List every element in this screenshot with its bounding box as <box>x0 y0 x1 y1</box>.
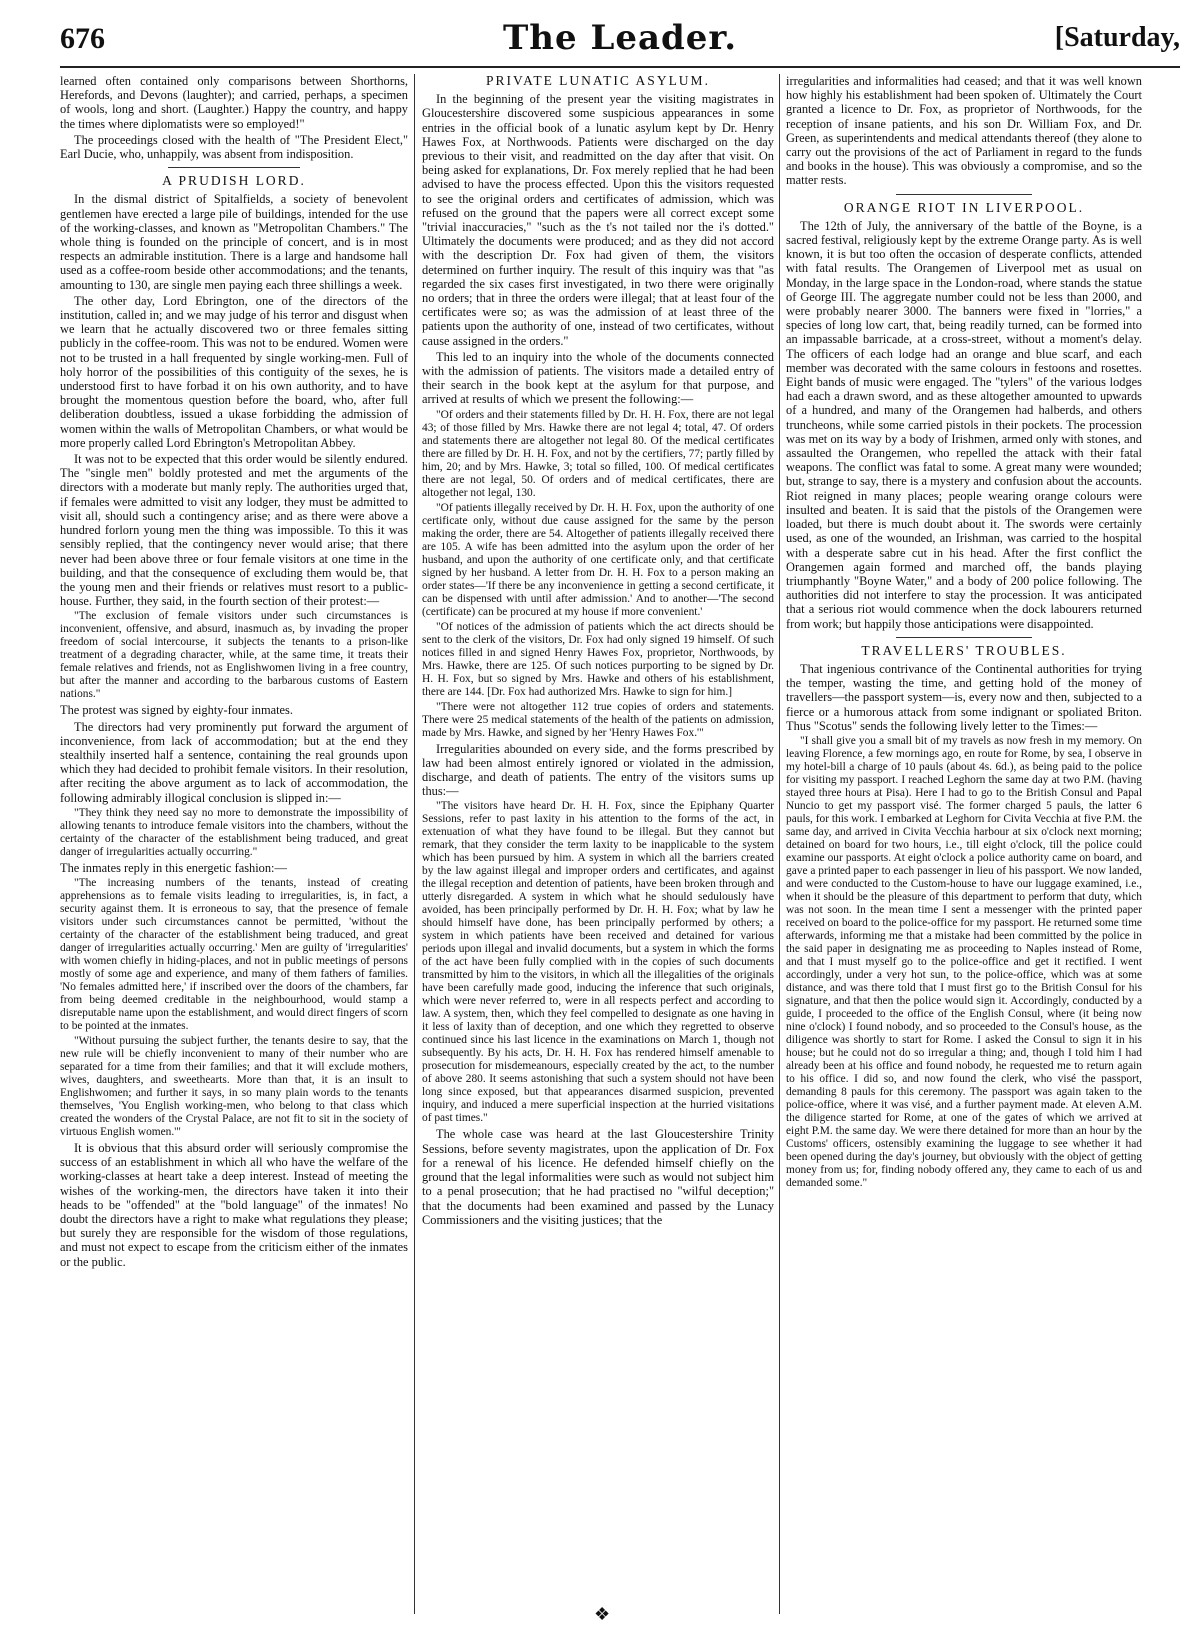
quoted-paragraph: "Of notices of the admission of patients which the act directs should be sent to the clerk of the visitors, Dr. Fox had only signed 19 himself. Of such notices filled in and signed Henry Hawes Fox, proprietor, Northwoods, by Mrs. Hawke, there are 125. Of such notices purporting to be signed by Dr. H. H. Fox, but so signed by Mrs. Hawke and others of his establishment, there are 144. [Dr. Fox had authorized Mrs. Hawke to sign for him.] <box>422 620 774 698</box>
article-paragraph: irregularities and informalities had ceased; and that it was well known how highly his establishment had been spoken of. Ultimately the Court granted a licence to Dr. Fox, as proprietor of Northwoods, for the reception of insane patients, and his son Dr. William Fox, and Dr. Green, as superintendents and medical attendants thereof (they alone to carry out the provisions of the act of Parliament in regard to the funds and books in the house). This was obviously a compromise, and so the matter rests. <box>786 74 1142 188</box>
article-heading-lunatic-asylum: PRIVATE LUNATIC ASYLUM. <box>486 74 710 88</box>
article-paragraph: learned often contained only comparisons between Shorthorns, Herefords, and Devons (laughter); and carried, perhaps, a specimen of wools, long and short. (Laughter.) Happy the country, and happy the times where diplomatists were so employed!" <box>60 74 408 131</box>
quoted-paragraph: "I shall give you a small bit of my travels as now fresh in my memory. On leaving Florence, a few mornings ago, en route for Rome, by sea, I observe in my hotel-bill a charge of 10 pauls (about 4s. 6d.), as being paid to the police for visiting my passport. I reached Leghorn the same day at two P.M. (having stayed three hours at Pisa). Here I had to go to the British Consul and Papal Nuncio to get my passport visé. The former charged 5 pauls, the latter 6 pauls, for this work. I embarked at Leghorn for Civita Vecchia at five P.M. the same day, and arrived in Civita Vecchia harbour at six o'clock next morning; detained on board for two hours, i.e., till eight o'clock, till the police could examine our passports. At eight o'clock a police authority came on board, and gave a printed paper to each passenger in lieu of his passport. We now landed, and were conducted to the Custom-house to have our luggage examined, i.e., when it should be the pleasure of this department to perform that duty, which was not soon. In the mean time I sent a messenger with the printed paper received on board to the police-office for my passport. He returned some time afterwards, informing me that a mistake had been committed by the police in the said paper in designating me as proceeding to Naples instead of Rome, and that I must myself go to the police-office and get it rectified. I went accordingly, under a very hot sun, to the police-office, which was at some distance, and was there told that I must first go to the British Consul for his signature, and that then the police would sign it. Accordingly, conducted by a guide, I proceeded to the office of the English Consul, where (it being now nine o'clock) I found nobody, and so proceeded to the Consul's house, as the diligence was shortly to start for Rome. I asked the Consul to sign it in his house; but he could not do so irregular a thing; and, though I told him I had already been at his office and found nobody, he requested me to return again to his office. I did so, and now found the clerk, who visé the passport, demanding 8 pauls for this ceremony. The passport was again taken to the police-office, where it was visé, and a further payment made. At eleven A.M. the diligence started for Rome, at one of the gates of which we arrived at eight P.M. the same day. We were there detained for more than an hour by the Customs' officers, ostensibly examining the luggage to see whether it had been opened during the day's journey, but obviously with the object of getting money from us; for, finding nobody offered any, they came to each of us and demanded some." <box>786 734 1142 1189</box>
article-paragraph: This led to an inquiry into the whole of the documents connected with the admission of patients. The visitors made a detailed entry of their search in the book kept at the asylum for that purpose, and arrived at results of which we present the following:— <box>422 349 774 407</box>
article-paragraph: The directors had very prominently put forward the argument of inconvenience, from lack of accommodation; but at the end they stealthily inserted half a sentence, containing the real grounds upon which they had decided to prohibit female visitors. In their resolution, after reciting the above argument as to lack of accommodation, the following admirably illogical conclusion is slipped in:— <box>60 719 408 805</box>
quoted-paragraph: "Of patients illegally received by Dr. H. H. Fox, upon the authority of one certificate only, without due cause assigned for the same by the person making the order, there are 54. Altogether of patients illegally received there are 105. A wife has been admitted into the asylum upon the order of her husband, and upon the authority of one certificate only, and that certificate signed by her husband. A letter from Dr. H. H. Fox to a person making an order states—'If there be any inconvenience in getting a second certificate, it can be dispensed with until after admission.' And to another—'The second (certificate) can be procured at my house if more convenient.' <box>422 501 774 618</box>
quoted-paragraph: "Of orders and their statements filled by Dr. H. H. Fox, there are not legal 43; of those filled by Mrs. Hawke there are not legal 4; total, 47. Of orders and statements there are altogether not legal 80. Of the medical certificates there are filled by Dr. H. H. Fox, and not by the certifiers, 77; partly filled by him, 20; and by Mrs. Hawke, 3; total so filled, 100. Of medical certificates there are not legal, 50. Of orders and of medical certificates, there are altogether not legal, 130. <box>422 408 774 499</box>
quoted-paragraph: "The increasing numbers of the tenants, instead of creating apprehensions as to female visits leading to irregularities, is, in fact, a security against them. It is erroneous to say, that the presence of female visitors under such circumstances cannot be permitted, 'without the certainty of the character of the establishment being traduced, and great danger of irregularities actually occurring.' Men are guilty of 'irregularities' with women chiefly in hiding-places, and not in public meetings of persons mostly of some age and experience, and many of them fathers of families. 'No females admitted here,' if inscribed over the doors of the chambers, far from being deemed creditable in the neighbourhood, would stamp a disreputable name upon the establishment, and would direct fingers of scorn to be pointed at the inmates. <box>60 876 408 1032</box>
column-1 <box>60 74 408 1614</box>
column-separator-1 <box>414 74 415 1614</box>
article-paragraph: The whole case was heard at the last Gloucestershire Trinity Sessions, before seventy magistrates, upon the application of Dr. Fox for a renewal of his licence. He defended himself chiefly on the ground that the legal informalities were such as would not subject him to a penal prosecution; that he had practised no "wilful deception;" that the documents had been examined and passed by the Lunacy Commissioners and the visiting justices; that the <box>422 1127 774 1227</box>
article-paragraph: The inmates reply in this energetic fashion:— <box>60 860 287 875</box>
masthead <box>60 18 1180 62</box>
section-divider <box>896 637 1031 638</box>
article-paragraph: The other day, Lord Ebrington, one of the directors of the institution, called in; and we may judge of his terror and disgust when we learn that he actually discovered two or three females sitting publicly in the coffee-room. This was not to be endured. Women were not to be trusted in a hall frequented by single working-men. Full of holy horror of the possibilities of this contiguity of the sexes, he is understood first to have forbad it on his own authority, and to have brought the momentous question before the board, who, after full deliberation doubtless, issued a ukase forbidding the admission of women within the walls of Metropolitan Chambers, or what would be more properly called Lord Ebrington's Metropolitan Abbey. <box>60 293 408 450</box>
quoted-paragraph: "The visitors have heard Dr. H. H. Fox, since the Epiphany Quarter Sessions, refer to past laxity in his attention to the forms of the act, in extenuation of what they have found to be illegal. But they cannot but remark, that they consider the term laxity to be inapplicable to the system which has been pursued by him. A system in which all the barriers created by the law against illegal and improper orders and certificates, and against the illegal reception and detention of patients, have been broken through and utterly disregarded. A system in which what he should sedulously have avoided, has been principally performed by Dr. H. H. Fox; what by law he should himself have done, has been principally performed by others; a system in which patients have been received and detained for various periods upon illegal and invalid documents, but a system in which the forms of the act have been fully complied with in the copies of such documents transmitted by him to the visitors, in which all the illegalities of the originals have been carefully made good, inducing the inference that such originals, which were never referred to, were in all respects perfect and according to law. A system, then, which they feel compelled to designate as one having in it less of laxity than of deception, and one which they regretted to observe continued since his last licence in the examinations on March 1, though not subsequently. By his acts, Dr. H. H. Fox has rendered himself amenable to prosecution for misdemeanours, especially created by the act, to the number of above 280. It seems astonishing that such a system should not have been long since exposed, but that appearances disarmed suspicion, prevented inquiry, and induced a mere superficial inspection at the hurried visitations of past times." <box>422 800 774 1125</box>
article-paragraph: Irregularities abounded on every side, and the forms prescribed by law had been almost entirely ignored or violated in the admission, discharge, and death of patients. The entry of the visitors sums up thus:— <box>422 741 774 799</box>
section-divider <box>896 194 1031 195</box>
column-3 <box>786 74 1142 1614</box>
masthead-rule <box>60 66 1180 68</box>
article-paragraph: It is obvious that this absurd order will seriously compromise the success of an establishment in which all who have the welfare of the working-classes at heart take a deep interest. Instead of meeting the wishes of the working-men, the directors have taken it into their heads to be "offended" at the "bold language" of the inmates! No doubt the directors have a right to make what regulations they please; but surely they are responsible for the wisdom of those regulations, and must not expect to escape from the criticism either of the inmates or the public. <box>60 1140 408 1269</box>
issue-day: [Saturday, <box>1054 22 1180 53</box>
article-paragraph: In the beginning of the present year the visiting magistrates in Gloucestershire discovered some suspicious appearances in some entries in the official book of a lunatic asylum kept by Dr. Henry Hawes Fox, at Northwoods. Patients were discharged on the day previous to their visit, and readmitted on the day after that visit. On being asked for explanations, Dr. Fox merely replied that he had been advised to have the process effected. Upon this the visitors requested to see the original orders and certificates of admission, which was refused on the ground that the papers were all correct except some "trivial inaccuracies," "such as the t's not tailed nor the i's dotted." Ultimately the documents were produced; and as they did not accord with the description Dr. Fox had given of them, the visitors determined on further inquiry. The result of this inquiry was that "as regarded the six cases first investigated, in two there were originally no orders; that in three the orders were illegal; that at least four of the certificates were so; as was the admission of at least three of the patients upon the authority of one, instead of two certificates, without cause assigned in the orders." <box>422 92 774 348</box>
article-paragraph: In the dismal district of Spitalfields, a society of benevolent gentlemen have erected a large pile of buildings, intended for the use of the working-classes, and known as "Metropolitan Chambers." The whole thing is founded on the principle of concert, and is in most respects an admirable institution. There is a large and handsome hall used as a coffee-room beside other accommodations; and the tenants, amounting to 130, are single men paying each three shillings a week. <box>60 192 408 292</box>
column-2 <box>422 74 774 1614</box>
quoted-paragraph: "Without pursuing the subject further, the tenants desire to say, that the new rule will be chiefly inconvenient to many of their number who are separated for a time from their families; and that it will exclude mothers, wives, daughters, and sweethearts. More than that, it is an insult to Englishwomen; and further it says, in so many plain words to the tenants themselves, 'You English working-men, who belong to that class which created the wonders of the Crystal Palace, are not fit to sit in the society of virtuous English women.'" <box>60 1034 408 1138</box>
column-separator-2 <box>779 74 780 1614</box>
article-heading-orange-riot: ORANGE RIOT IN LIVERPOOL. <box>843 199 1085 215</box>
page-number: 676 <box>60 22 105 55</box>
newspaper-title: The Leader. <box>502 18 738 58</box>
quoted-paragraph: "There were not altogether 112 true copies of orders and statements. There were 25 medical statements of the health of the patients on admission, made by Mrs. Hawke, and signed by her 'Henry Hawes Fox.'" <box>422 700 774 739</box>
section-divider <box>168 167 300 168</box>
article-paragraph: That ingenious contrivance of the Continental authorities for trying the temper, wasting the time, and getting hold of the money of travellers—the passport system—is, every now and then, subjected to a fierce or a humorous attack from some indignant or spoliated Briton. Thus "Scotus" sends the following lively letter to the Times:— <box>786 661 1142 733</box>
article-paragraph: The protest was signed by eighty-four inmates. <box>60 703 293 718</box>
quoted-paragraph: "The exclusion of female visitors under such circumstances is inconvenient, offensive, and absurd, inasmuch as, by invading the proper freedom of social intercourse, it subjects the tenants to a prison-like treatment of a degrading character, while, at the same time, it treats their female relatives and friends, not as Englishwomen living in a free country, but after the manner and according to the barbarous customs of Eastern nations." <box>60 610 408 701</box>
article-heading-prudish-lord: A PRUDISH LORD. <box>162 173 306 189</box>
quoted-paragraph: "They think they need say no more to demonstrate the impossibility of allowing tenants to introduce female visitors into the chambers, without the certainty of the character of the establishment being traduced, and great danger of irregularities actually occurring." <box>60 806 408 858</box>
article-heading-travellers-troubles: TRAVELLERS' TROUBLES. <box>861 642 1067 658</box>
ink-blot-mark: ❖ <box>594 1604 611 1624</box>
article-paragraph: It was not to be expected that this order would be silently endured. The "single men" boldly protested and met the arguments of the directors with a moderate but manly reply. The authorities urged that, if females were admitted to visit any lodger, they must be admitted to visit all, should such a contingency arise; and as there were above a hundred forlorn young men the thing was impossible. To this it was sensibly replied, that the contingency never would arise; that there never had been above three or four female visitors at one time in the building, and that the consequence of excluding them would be, that the young men and their friends or relatives must resort to a public-house. Further, they said, in the fourth section of their protest:— <box>60 452 408 609</box>
article-paragraph: The proceedings closed with the health of "The President Elect," Earl Ducie, who, unhappily, was absent from indisposition. <box>60 132 408 162</box>
article-paragraph: The 12th of July, the anniversary of the battle of the Boyne, is a sacred festival, religiously kept by the extreme Orange party. As is well known, it is but too often the occasion of desperate conflicts, attended with fatal results. The Orangemen of Liverpool met as usual on Monday, in the large space in the London-road, where stands the statue of George III. The aggregate number could not be less than 2000, and were probably nearer 3000. The banners were fixed in "lorries," a species of long low cart, that, being readily turned, can be formed into an impassable barricade, at a cross-street, without a moment's delay. The officers of each lodge had an orange and blue scarf, and each member was decorated with the same colours in festoons and rosettes. Eight bands of music were engaged. The "tylers" of the various lodges had each a drawn sword, and as these altogether amounted to upwards of a hundred, and many of the Orangemen had halberds, and others truncheons, while some carried pistols in their pockets. The procession was met on its way by a body of Irishmen, armed only with stones, and assaulted the Orangemen, who repelled the attack with their fatal weapons. The conflict was fatal to some. A great many were wounded; but, strange to say, there is a mystery and confusion about the accounts. Riot reigned in many places; people wearing orange colours were insulted and beaten. It is said that the pistols of the Orangemen were loaded, but there is much doubt about it. The swords were certainly used, as one of the wounded, an Irishman, was carried to the hospital with a desperate sabre cut in his head. After the first conflict the Orangemen again formed and marched off, the bands playing triumphantly "Boyne Water," and a body of 200 police following. The authorities did not interfere to stay the procession. It was anticipated that a serious riot would commence when the dock labourers returned from work; but happily those anticipations were disappointed. <box>786 218 1142 631</box>
